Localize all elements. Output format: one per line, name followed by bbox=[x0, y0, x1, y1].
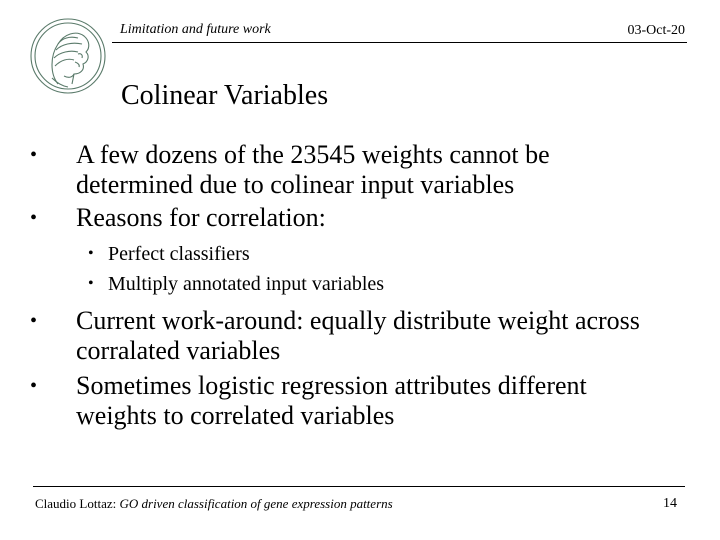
minerva-head-logo-icon bbox=[28, 14, 108, 98]
bullet-marker: • bbox=[30, 207, 38, 229]
bullet-item bbox=[30, 306, 650, 366]
bullet-text: Reasons for correlation: bbox=[76, 203, 326, 232]
bullet-item bbox=[30, 140, 650, 200]
slide-title: Colinear Variables bbox=[121, 80, 329, 111]
footer-citation bbox=[35, 496, 393, 512]
sub-bullet-item bbox=[88, 242, 648, 266]
sub-bullet-item bbox=[88, 272, 648, 296]
bullet-item bbox=[30, 203, 650, 233]
header-date: 03-Oct-20 bbox=[627, 23, 685, 38]
bullet-text: Current work-around: equally distribute weight across corralated variables bbox=[76, 306, 640, 365]
footer-divider bbox=[33, 486, 685, 487]
page-number: 14 bbox=[663, 496, 677, 511]
sub-bullet-marker: • bbox=[88, 275, 94, 292]
bullet-text: A few dozens of the 23545 weights cannot be determined due to colinear input variables bbox=[76, 140, 550, 199]
bullet-text: Sometimes logistic regression attributes different weights to correlated variables bbox=[76, 371, 587, 430]
header-divider bbox=[112, 42, 687, 43]
sub-bullet-text: Multiply annotated input variables bbox=[108, 273, 385, 295]
bullet-marker: • bbox=[30, 310, 38, 332]
header-section-title: Limitation and future work bbox=[120, 22, 271, 37]
bullet-marker: • bbox=[30, 144, 38, 166]
sub-bullet-marker: • bbox=[88, 245, 94, 262]
bullet-marker: • bbox=[30, 375, 38, 397]
footer-author: Claudio Lottaz: bbox=[35, 496, 117, 511]
footer-talk-title: GO driven classification of gene expression patterns bbox=[119, 496, 393, 511]
bullet-item bbox=[30, 371, 650, 431]
sub-bullet-text: Perfect classifiers bbox=[108, 243, 250, 265]
